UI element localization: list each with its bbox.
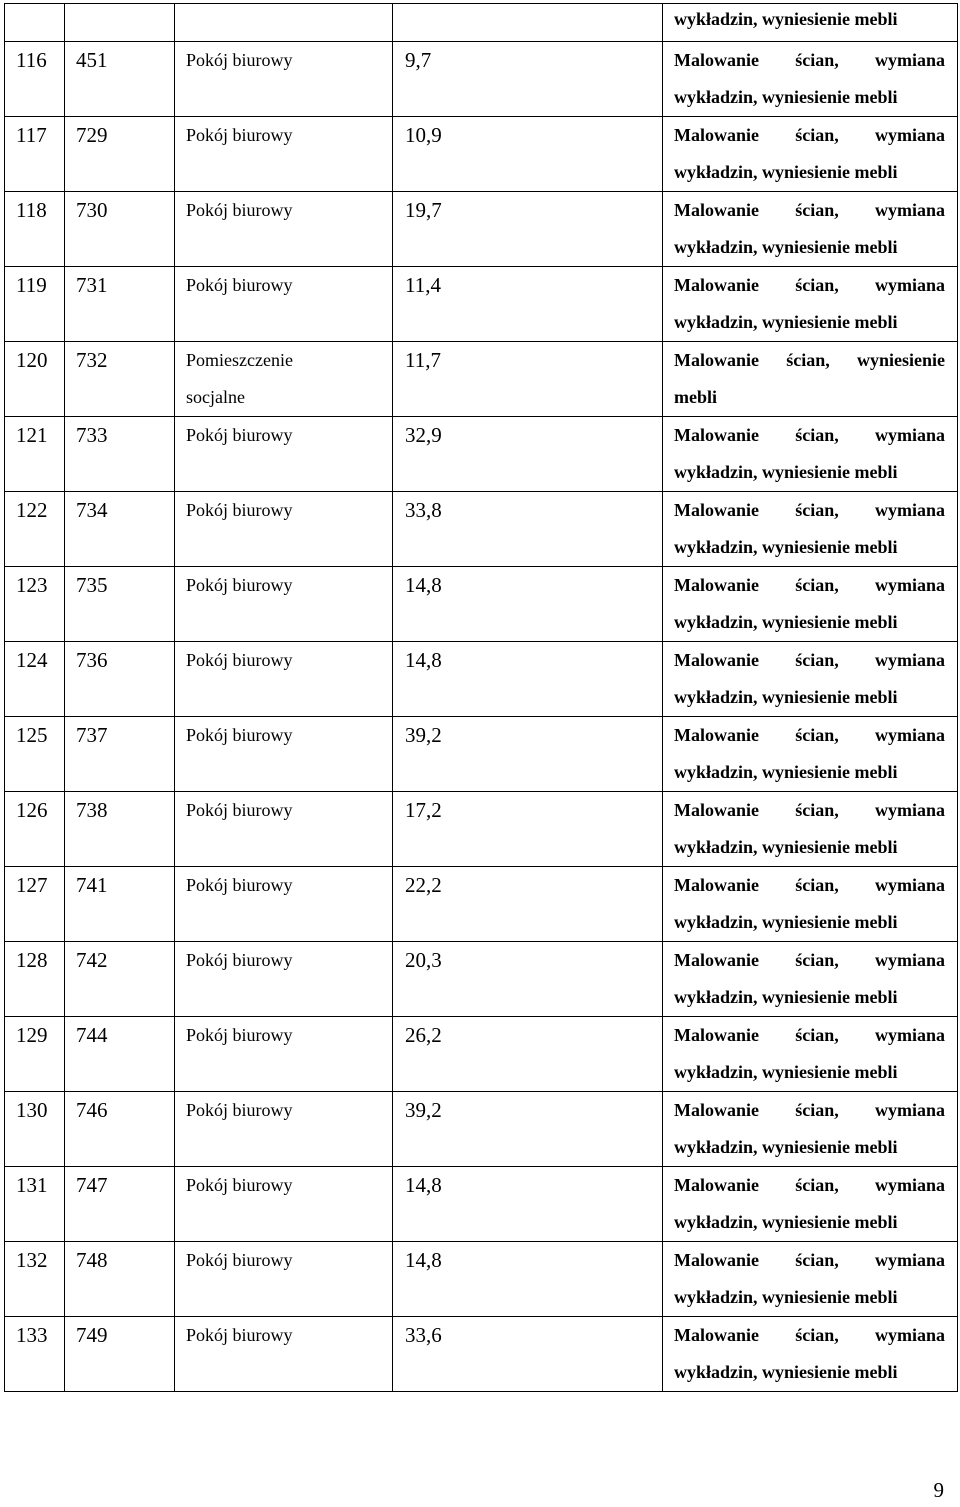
cell-work xyxy=(663,642,958,717)
room-name-line-1: Pokój biurowy xyxy=(186,1025,293,1045)
table-row xyxy=(5,642,958,717)
room-area: 22,2 xyxy=(405,873,442,897)
cell-room xyxy=(65,1092,175,1167)
cell-name xyxy=(175,4,393,42)
work-line-2: wykładzin, wyniesienie mebli xyxy=(674,987,898,1007)
cell-area xyxy=(393,942,663,1017)
work-line-1: Malowanie ścian, wymiana xyxy=(674,725,945,745)
cell-room xyxy=(65,1242,175,1317)
room-number: 749 xyxy=(76,1323,108,1347)
row-number: 128 xyxy=(16,948,48,972)
work-line-2: wykładzin, wyniesienie mebli xyxy=(674,1212,898,1232)
cell-room xyxy=(65,1167,175,1242)
room-number: 746 xyxy=(76,1098,108,1122)
room-name-line-1: Pokój biurowy xyxy=(186,1250,293,1270)
cell-room xyxy=(65,792,175,867)
row-number: 122 xyxy=(16,498,48,522)
room-name-line-1: Pokój biurowy xyxy=(186,950,293,970)
cell-work xyxy=(663,867,958,942)
table-row xyxy=(5,417,958,492)
row-number: 133 xyxy=(16,1323,48,1347)
cell-area xyxy=(393,492,663,567)
room-area: 14,8 xyxy=(405,648,442,672)
room-area: 10,9 xyxy=(405,123,442,147)
row-number: 125 xyxy=(16,723,48,747)
table-row-continuation xyxy=(5,4,958,42)
row-number: 117 xyxy=(16,123,47,147)
room-name-line-1: Pokój biurowy xyxy=(186,425,293,445)
cell-work xyxy=(663,4,958,42)
table-row xyxy=(5,492,958,567)
room-name-line-1: Pokój biurowy xyxy=(186,1325,293,1345)
cell-area xyxy=(393,792,663,867)
rooms-table xyxy=(4,3,958,1392)
cell-name xyxy=(175,492,393,567)
cell-work xyxy=(663,342,958,417)
work-line-1: Malowanie ścian, wymiana xyxy=(674,1100,945,1120)
room-number: 737 xyxy=(76,723,108,747)
cell-nr xyxy=(5,1092,65,1167)
table-row xyxy=(5,342,958,417)
cell-area xyxy=(393,342,663,417)
work-line-2: wykładzin, wyniesienie mebli xyxy=(674,162,898,182)
page-number: 9 xyxy=(933,1478,944,1502)
cell-area xyxy=(393,717,663,792)
work-line-2: wykładzin, wyniesienie mebli xyxy=(674,1062,898,1082)
cell-work xyxy=(663,42,958,117)
cell-work xyxy=(663,117,958,192)
cell-nr xyxy=(5,867,65,942)
cell-area xyxy=(393,1167,663,1242)
room-area: 33,8 xyxy=(405,498,442,522)
work-line-2: wykładzin, wyniesienie mebli xyxy=(674,1287,898,1307)
cell-work xyxy=(663,192,958,267)
table-row xyxy=(5,117,958,192)
work-line-2: wykładzin, wyniesienie mebli xyxy=(674,1137,898,1157)
table-row xyxy=(5,1317,958,1392)
cell-name xyxy=(175,42,393,117)
cell-nr xyxy=(5,1317,65,1392)
work-line-2: wykładzin, wyniesienie mebli xyxy=(674,762,898,782)
work-line-2: wykładzin, wyniesienie mebli xyxy=(674,87,898,107)
cell-room xyxy=(65,4,175,42)
work-line-2: wykładzin, wyniesienie mebli xyxy=(674,462,898,482)
cell-work xyxy=(663,267,958,342)
work-line-2: mebli xyxy=(674,387,717,407)
cell-area xyxy=(393,642,663,717)
cell-nr xyxy=(5,567,65,642)
cell-name xyxy=(175,942,393,1017)
row-number: 124 xyxy=(16,648,48,672)
cell-nr xyxy=(5,42,65,117)
work-line-1: Malowanie ścian, wymiana xyxy=(674,1325,945,1345)
cell-name xyxy=(175,342,393,417)
work-line-1: Malowanie ścian, wymiana xyxy=(674,1250,945,1270)
table-row xyxy=(5,42,958,117)
work-line-1: Malowanie ścian, wymiana xyxy=(674,125,945,145)
cell-room xyxy=(65,492,175,567)
cell-work xyxy=(663,792,958,867)
work-line-2: wykładzin, wyniesienie mebli xyxy=(674,912,898,932)
cell-room xyxy=(65,117,175,192)
cell-room xyxy=(65,1017,175,1092)
cell-work xyxy=(663,1317,958,1392)
cell-name xyxy=(175,267,393,342)
room-number: 451 xyxy=(76,48,108,72)
table-row xyxy=(5,567,958,642)
cell-name xyxy=(175,117,393,192)
room-area: 14,8 xyxy=(405,573,442,597)
room-name-line-1: Pokój biurowy xyxy=(186,1100,293,1120)
row-number: 129 xyxy=(16,1023,48,1047)
room-area: 11,4 xyxy=(405,273,441,297)
cell-work xyxy=(663,417,958,492)
work-line-1: Malowanie ścian, wymiana xyxy=(674,950,945,970)
work-line-1: Malowanie ścian, wymiana xyxy=(674,425,945,445)
cell-room xyxy=(65,717,175,792)
work-line-1: Malowanie ścian, wymiana xyxy=(674,800,945,820)
room-area: 33,6 xyxy=(405,1323,442,1347)
room-number: 733 xyxy=(76,423,108,447)
room-area: 32,9 xyxy=(405,423,442,447)
row-number: 119 xyxy=(16,273,47,297)
cell-work xyxy=(663,1167,958,1242)
work-line-2: wykładzin, wyniesienie mebli xyxy=(674,312,898,332)
work-line-2: wykładzin, wyniesienie mebli xyxy=(674,612,898,632)
table-row xyxy=(5,867,958,942)
cell-area xyxy=(393,417,663,492)
cell-room xyxy=(65,342,175,417)
room-area: 39,2 xyxy=(405,723,442,747)
room-number: 730 xyxy=(76,198,108,222)
room-number: 735 xyxy=(76,573,108,597)
row-number: 130 xyxy=(16,1098,48,1122)
cell-nr xyxy=(5,1242,65,1317)
room-name-line-1: Pokój biurowy xyxy=(186,650,293,670)
room-number: 744 xyxy=(76,1023,108,1047)
room-number: 729 xyxy=(76,123,108,147)
room-name-line-1: Pokój biurowy xyxy=(186,575,293,595)
room-area: 9,7 xyxy=(405,48,432,72)
room-name-line-1: Pokój biurowy xyxy=(186,275,293,295)
room-name-line-1: Pokój biurowy xyxy=(186,125,293,145)
room-name-line-1: Pokój biurowy xyxy=(186,200,293,220)
room-number: 742 xyxy=(76,948,108,972)
work-line-2: wykładzin, wyniesienie mebli xyxy=(674,1362,898,1382)
cell-name xyxy=(175,867,393,942)
room-name-line-1: Pokój biurowy xyxy=(186,800,293,820)
cell-work xyxy=(663,1242,958,1317)
table-row xyxy=(5,267,958,342)
cell-name xyxy=(175,417,393,492)
row-number: 116 xyxy=(16,48,47,72)
cell-nr xyxy=(5,417,65,492)
cell-room xyxy=(65,1317,175,1392)
work-line-1: Malowanie ścian, wymiana xyxy=(674,650,945,670)
work-line-1: Malowanie ścian, wymiana xyxy=(674,500,945,520)
cell-name xyxy=(175,1242,393,1317)
room-area: 26,2 xyxy=(405,1023,442,1047)
cell-area xyxy=(393,4,663,42)
cell-room xyxy=(65,417,175,492)
cell-nr xyxy=(5,792,65,867)
cell-area xyxy=(393,567,663,642)
cell-area xyxy=(393,867,663,942)
room-name-line-1: Pokój biurowy xyxy=(186,875,293,895)
room-name-line-1: Pokój biurowy xyxy=(186,50,293,70)
cell-area xyxy=(393,1317,663,1392)
room-area: 39,2 xyxy=(405,1098,442,1122)
work-line-1: Malowanie ścian, wyniesienie xyxy=(674,350,945,370)
cell-room xyxy=(65,192,175,267)
cell-room xyxy=(65,567,175,642)
room-name-line-1: Pokój biurowy xyxy=(186,725,293,745)
cell-name xyxy=(175,1092,393,1167)
table-row xyxy=(5,1017,958,1092)
cell-area xyxy=(393,117,663,192)
cell-name xyxy=(175,192,393,267)
work-line-1: Malowanie ścian, wymiana xyxy=(674,200,945,220)
work-line-1: Malowanie ścian, wymiana xyxy=(674,275,945,295)
cell-nr xyxy=(5,492,65,567)
room-number: 734 xyxy=(76,498,108,522)
room-area: 19,7 xyxy=(405,198,442,222)
table-row xyxy=(5,1167,958,1242)
room-area: 11,7 xyxy=(405,348,441,372)
work-line-1: Malowanie ścian, wymiana xyxy=(674,1025,945,1045)
cell-work xyxy=(663,492,958,567)
cell-nr xyxy=(5,642,65,717)
cell-area xyxy=(393,42,663,117)
cell-nr xyxy=(5,1167,65,1242)
cell-room xyxy=(65,642,175,717)
row-number: 120 xyxy=(16,348,48,372)
room-area: 20,3 xyxy=(405,948,442,972)
cell-area xyxy=(393,1092,663,1167)
cell-room xyxy=(65,942,175,1017)
room-area: 14,8 xyxy=(405,1173,442,1197)
cell-room xyxy=(65,267,175,342)
room-area: 14,8 xyxy=(405,1248,442,1272)
cell-work xyxy=(663,717,958,792)
room-number: 731 xyxy=(76,273,108,297)
cell-work xyxy=(663,567,958,642)
cell-nr xyxy=(5,267,65,342)
cell-work xyxy=(663,1017,958,1092)
cell-room xyxy=(65,42,175,117)
row-number: 118 xyxy=(16,198,47,222)
room-number: 738 xyxy=(76,798,108,822)
room-number: 748 xyxy=(76,1248,108,1272)
work-line-2: wykładzin, wyniesienie mebli xyxy=(674,687,898,707)
room-name-line-1: Pokój biurowy xyxy=(186,500,293,520)
table-row xyxy=(5,717,958,792)
work-line-1: Malowanie ścian, wymiana xyxy=(674,1175,945,1195)
cell-work xyxy=(663,1092,958,1167)
cell-nr xyxy=(5,192,65,267)
row-number: 132 xyxy=(16,1248,48,1272)
cell-name xyxy=(175,792,393,867)
row-number: 127 xyxy=(16,873,48,897)
room-number: 741 xyxy=(76,873,108,897)
row-number: 121 xyxy=(16,423,48,447)
room-name-line-1: Pomieszczenie xyxy=(186,350,293,370)
cell-area xyxy=(393,192,663,267)
table-row xyxy=(5,792,958,867)
cell-name xyxy=(175,1017,393,1092)
work-line-1: Malowanie ścian, wymiana xyxy=(674,875,945,895)
cell-area xyxy=(393,267,663,342)
cell-nr xyxy=(5,342,65,417)
room-area: 17,2 xyxy=(405,798,442,822)
cell-nr xyxy=(5,4,65,42)
room-name-line-2: socjalne xyxy=(186,387,245,407)
cell-nr xyxy=(5,717,65,792)
cell-area xyxy=(393,1017,663,1092)
room-number: 732 xyxy=(76,348,108,372)
table-row xyxy=(5,1092,958,1167)
cell-name xyxy=(175,567,393,642)
table-row xyxy=(5,192,958,267)
table-row xyxy=(5,1242,958,1317)
row-number: 123 xyxy=(16,573,48,597)
row-number: 126 xyxy=(16,798,48,822)
cell-area xyxy=(393,1242,663,1317)
work-line-2: wykładzin, wyniesienie mebli xyxy=(674,237,898,257)
work-line-1: Malowanie ścian, wymiana xyxy=(674,50,945,70)
cell-name xyxy=(175,642,393,717)
cell-work xyxy=(663,942,958,1017)
room-number: 747 xyxy=(76,1173,108,1197)
cell-name xyxy=(175,1167,393,1242)
work-line-2: wykładzin, wyniesienie mebli xyxy=(674,537,898,557)
cell-name xyxy=(175,717,393,792)
room-name-line-1: Pokój biurowy xyxy=(186,1175,293,1195)
work-line-2: wykładzin, wyniesienie mebli xyxy=(674,9,898,29)
row-number: 131 xyxy=(16,1173,48,1197)
cell-name xyxy=(175,1317,393,1392)
work-line-1: Malowanie ścian, wymiana xyxy=(674,575,945,595)
work-line-2: wykładzin, wyniesienie mebli xyxy=(674,837,898,857)
cell-nr xyxy=(5,1017,65,1092)
cell-room xyxy=(65,867,175,942)
table-row xyxy=(5,942,958,1017)
cell-nr xyxy=(5,942,65,1017)
cell-nr xyxy=(5,117,65,192)
room-number: 736 xyxy=(76,648,108,672)
